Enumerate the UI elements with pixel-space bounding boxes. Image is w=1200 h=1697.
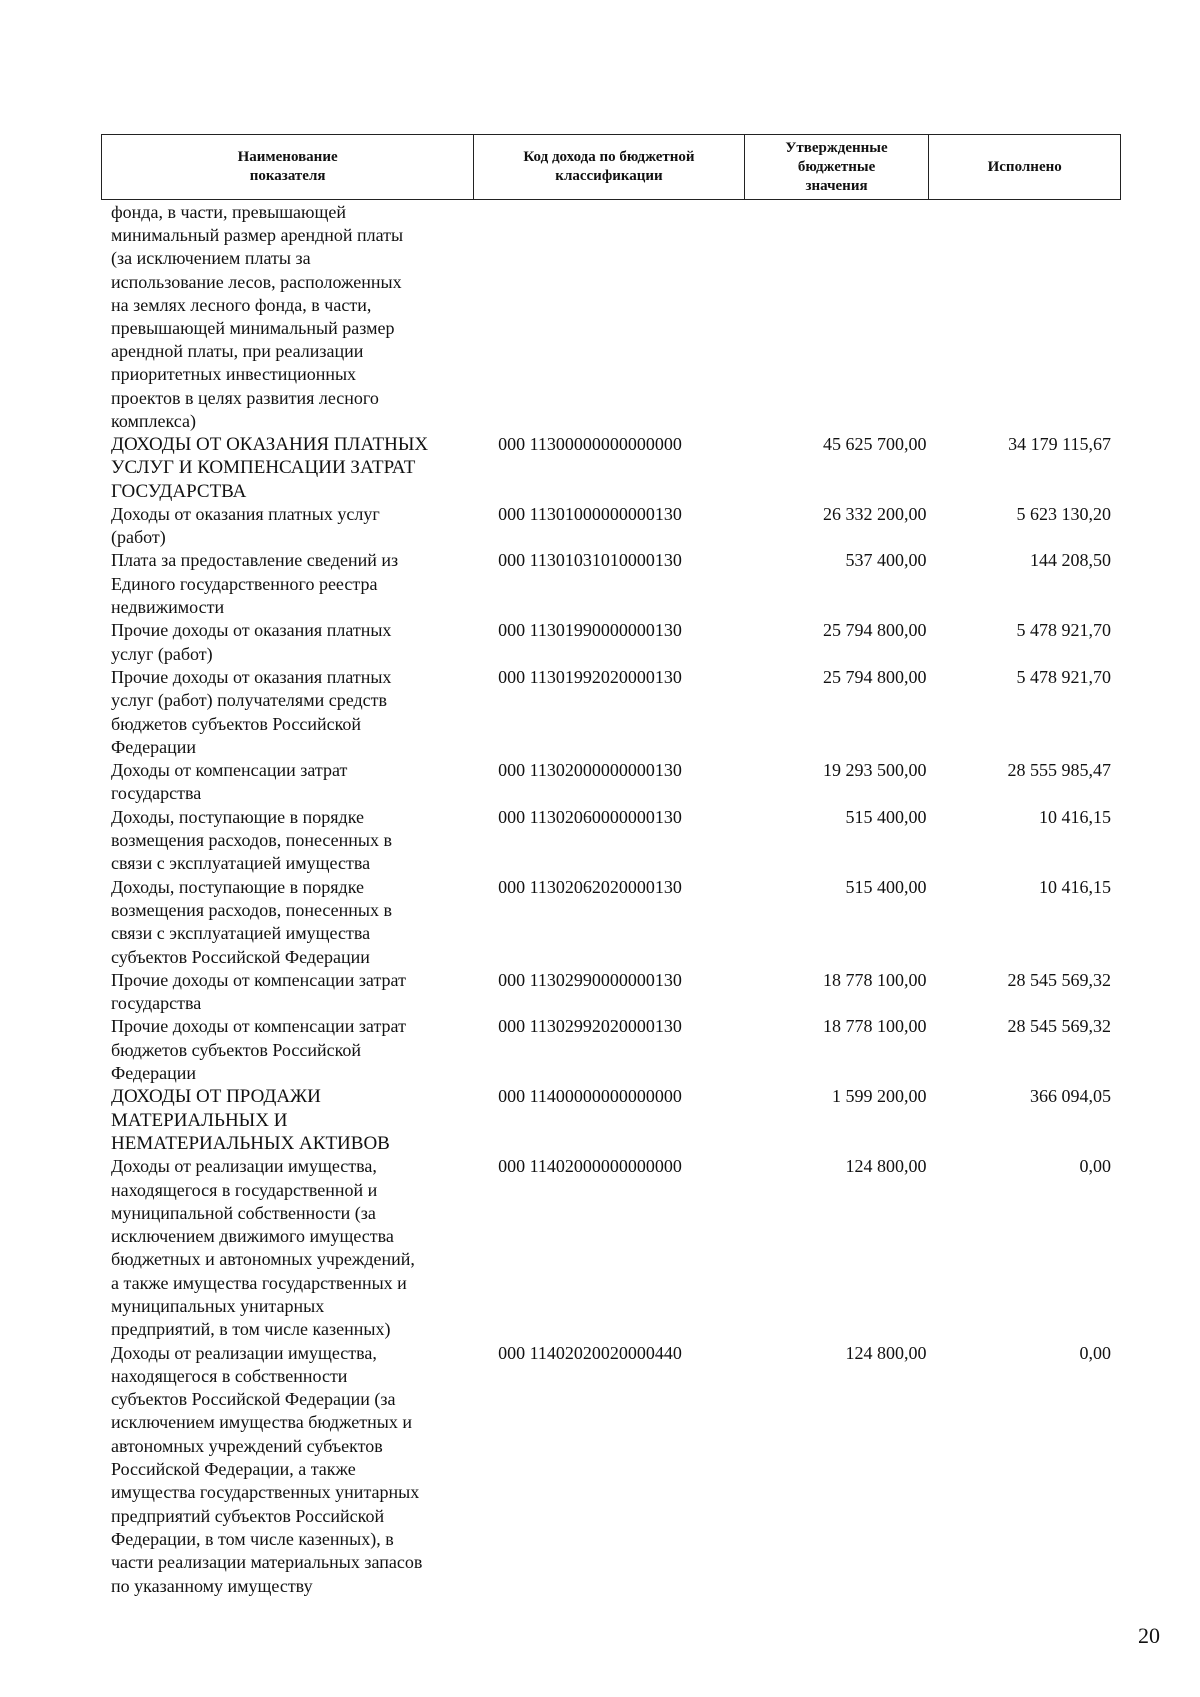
table-header [101, 134, 1121, 200]
continued-row-text: фонда, в части, превышающей минимальный размер арендной платы (за исключением платы за использование лесов, расположенных на землях лесного фонда, в части, превышающей минимальный размер арендной платы, при реализации приоритетных инвестиционных проектов в целях развития лесного комплекса) [111, 202, 404, 431]
row-code: 000 11402020020000440 [498, 1342, 682, 1363]
row-plan-value: 515 400,00 [845, 806, 927, 827]
row-exec-value: 28 545 569,32 [1007, 1016, 1112, 1037]
row-plan-value: 45 625 700,00 [823, 434, 927, 454]
row-name: Доходы от реализации имущества, находящегося в собственности субъектов Российской Федерации (за исключением имущества бюджетных и автономных учреждений субъектов Российской Федерации, а также имущества государственных унитарных предприятий субъектов Российской Федерации, в том числе казенных), в части реализации материальных запасов по указанному имуществу [111, 1342, 423, 1596]
row-plan-value: 25 794 800,00 [823, 620, 927, 641]
row-exec-value: 0,00 [1079, 1156, 1112, 1177]
row-code: 000 11302990000000130 [498, 969, 682, 990]
row-name: Прочие доходы от компенсации затрат бюджетов субъектов Российской Федерации [111, 1016, 406, 1084]
table-body [111, 433, 1111, 1598]
row-code: 000 11301992020000130 [498, 666, 682, 687]
row-exec-value: 5 478 921,70 [1016, 620, 1112, 641]
row-exec-value: 5 478 921,70 [1016, 666, 1112, 687]
row-exec-value: 5 623 130,20 [1016, 503, 1112, 524]
row-exec-value: 144 208,50 [1030, 550, 1112, 571]
table-row [111, 876, 1111, 969]
row-exec-value: 366 094,05 [1030, 1086, 1112, 1107]
row-plan-value: 124 800,00 [845, 1156, 927, 1177]
row-exec-value: 10 416,15 [1039, 876, 1112, 897]
table-row [111, 969, 1111, 1016]
row-code: 000 11302062020000130 [498, 876, 682, 897]
table-row [111, 619, 1111, 666]
row-name: Прочие доходы от оказания платных услуг (работ) получателями средств бюджетов субъектов Российской Федерации [111, 666, 392, 757]
row-name: Прочие доходы от оказания платных услуг (работ) [111, 620, 392, 664]
table-row [111, 759, 1111, 806]
table-row [111, 806, 1111, 876]
row-plan-value: 515 400,00 [845, 876, 927, 897]
row-code: 000 11400000000000000 [498, 1086, 682, 1107]
row-plan-value: 26 332 200,00 [823, 503, 927, 524]
row-exec-value: 28 545 569,32 [1007, 969, 1112, 990]
row-plan-value: 25 794 800,00 [823, 666, 927, 687]
table-row [111, 1085, 1111, 1155]
table-row [111, 1155, 1111, 1341]
row-exec-value: 10 416,15 [1039, 806, 1112, 827]
table-row [111, 666, 1111, 759]
header-exec: Исполнено [987, 158, 1062, 175]
header-plan: Утвержденные бюджетные значения [745, 135, 930, 199]
page-number: 20 [1138, 1623, 1160, 1648]
row-name: Доходы, поступающие в порядке возмещения расходов, понесенных в связи с эксплуатацией имущества субъектов Российской Федерации [111, 876, 392, 967]
row-exec-value: 34 179 115,67 [1008, 434, 1112, 454]
row-name: ДОХОДЫ ОТ ОКАЗАНИЯ ПЛАТНЫХ УСЛУГ И КОМПЕНСАЦИИ ЗАТРАТ ГОСУДАРСТВА [111, 434, 429, 502]
header-name: Наименование показателя [102, 135, 474, 199]
row-code: 000 11302000000000130 [498, 760, 682, 781]
row-exec-value: 0,00 [1079, 1342, 1112, 1363]
row-plan-value: 18 778 100,00 [823, 1016, 927, 1037]
row-name: Доходы от компенсации затрат государства [111, 760, 348, 804]
row-plan-value: 537 400,00 [845, 550, 927, 571]
row-name: ДОХОДЫ ОТ ПРОДАЖИ МАТЕРИАЛЬНЫХ И НЕМАТЕРИАЛЬНЫХ АКТИВОВ [111, 1086, 390, 1154]
table-row [111, 1342, 1111, 1598]
row-plan-value: 1 599 200,00 [832, 1086, 927, 1107]
row-code: 000 11302992020000130 [498, 1016, 682, 1037]
table-row [111, 503, 1111, 550]
row-name: Доходы, поступающие в порядке возмещения расходов, понесенных в связи с эксплуатацией имущества [111, 806, 392, 874]
table-row [111, 1015, 1111, 1085]
header-code: Код дохода по бюджетной классификации [474, 135, 744, 199]
row-code: 000 11302060000000130 [498, 806, 682, 827]
row-code: 000 11301990000000130 [498, 620, 682, 641]
row-code: 000 11301031010000130 [498, 550, 682, 571]
row-plan-value: 18 778 100,00 [823, 969, 927, 990]
row-code: 000 11300000000000000 [498, 434, 682, 454]
row-name: Плата за предоставление сведений из Единого государственного реестра недвижимости [111, 550, 399, 618]
row-name: Прочие доходы от компенсации затрат государства [111, 969, 406, 1014]
row-exec-value: 28 555 985,47 [1007, 760, 1112, 781]
row-code: 000 11402000000000000 [498, 1156, 682, 1177]
row-name: Доходы от реализации имущества, находящегося в государственной и муниципальной собственности (за исключением движимого имущества бюджетных и автономных учреждений, а также имущества государственных и муниципальных унитарных предприятий, в том числе казенных) [111, 1156, 415, 1340]
table-row [111, 433, 1111, 503]
row-code: 000 11301000000000130 [498, 503, 682, 524]
row-plan-value: 19 293 500,00 [823, 760, 927, 781]
row-plan-value: 124 800,00 [845, 1342, 927, 1363]
row-name: Доходы от оказания платных услуг (работ) [111, 503, 380, 548]
table-row [111, 549, 1111, 619]
